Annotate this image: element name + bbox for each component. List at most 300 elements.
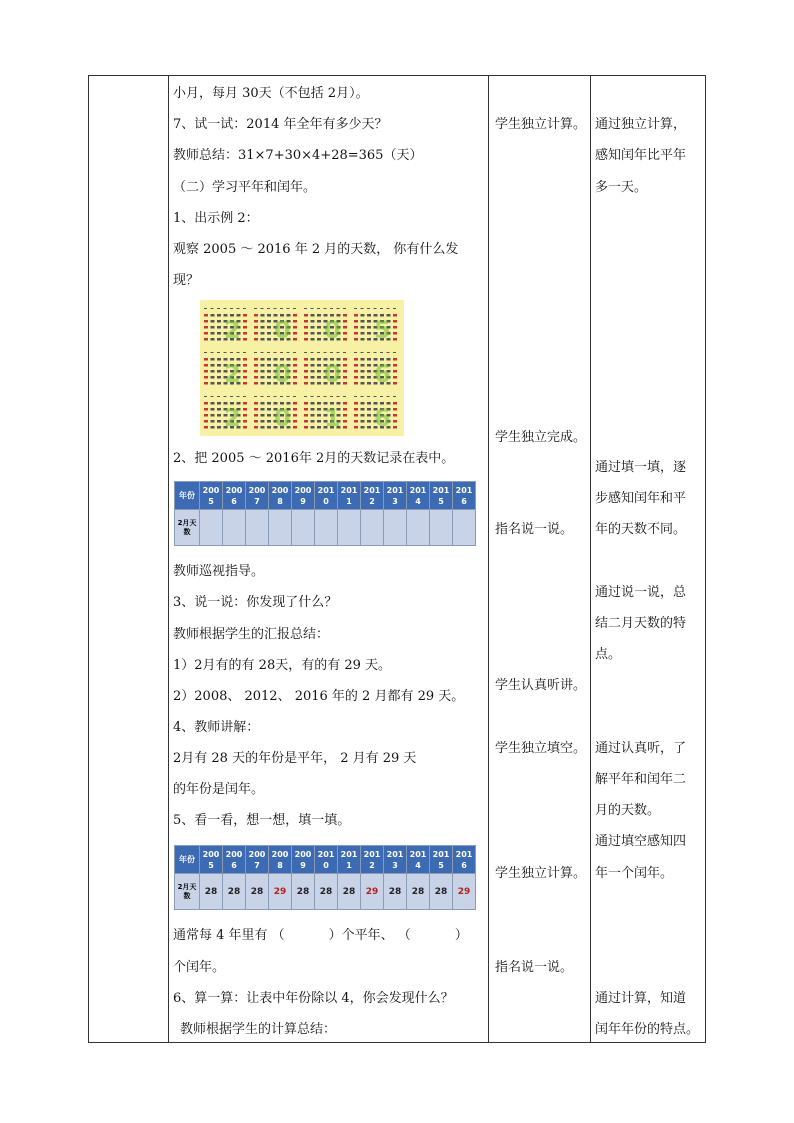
calendar-day-mark [361, 308, 364, 309]
year-part: 4 [415, 496, 421, 506]
calendar-day-mark [217, 426, 221, 429]
calendar-day-mark [217, 308, 220, 309]
calendar-day-mark [267, 326, 271, 329]
calendar-day-mark [267, 408, 271, 411]
calendar-day-mark [230, 308, 233, 309]
calendar-day-mark [361, 326, 365, 329]
text-line: （二）学习平年和闰年。 [173, 180, 317, 195]
calendar-day-mark [393, 326, 397, 329]
calendar-day-mark [317, 382, 321, 385]
calendar-watermark-digit: 6 [374, 404, 391, 432]
calendar-day-mark [243, 358, 247, 361]
intent-text: 月的天数。 [595, 803, 661, 818]
calendar-day-mark [343, 338, 347, 341]
year-header-cell [292, 846, 315, 874]
calendar-day-mark [304, 308, 307, 309]
calendar-day-mark [311, 308, 314, 309]
calendar-day-mark [243, 376, 247, 379]
calendar-day-mark [293, 414, 297, 417]
calendar-day-mark [354, 308, 357, 309]
calendar-day-mark [367, 382, 371, 385]
calendar-day-mark [261, 352, 264, 353]
calendar-day-mark [267, 376, 271, 379]
calendar-day-mark [261, 420, 265, 423]
text-fragment: ） [454, 928, 468, 943]
calendar-day-mark [311, 414, 315, 417]
year-part: 201 [455, 849, 473, 859]
calendar-day-mark [261, 326, 265, 329]
calendar-day-mark [337, 396, 340, 397]
calendar-day-mark [217, 382, 221, 385]
days-cell: 29 [453, 874, 476, 910]
calendar-day-mark [311, 370, 315, 373]
intent-text: 通过说一说，总 [595, 585, 687, 600]
text-line: 教师总结：31×7+30×4+28=365（天） [173, 148, 423, 163]
column-divider [590, 76, 591, 1042]
calendar-day-mark [311, 426, 315, 429]
year-part: 5 [208, 496, 214, 506]
calendar-day-mark [374, 308, 377, 309]
empty-days-cell [292, 510, 315, 546]
calendar-day-mark [393, 332, 397, 335]
calendar-day-mark [243, 320, 247, 323]
year-part: 8 [277, 860, 283, 870]
calendar-day-mark [204, 408, 208, 411]
calendar-day-mark [211, 426, 215, 429]
calendar-day-mark [211, 352, 214, 353]
activity-text: 学生独立完成。 [495, 430, 587, 445]
calendar-day-mark [204, 358, 208, 361]
calendar-day-mark [317, 402, 321, 405]
calendar-day-mark [230, 352, 233, 353]
calendar-day-mark [311, 364, 315, 367]
calendar-day-mark [267, 308, 270, 309]
year-header-cell [269, 846, 292, 874]
calendar-day-mark [304, 320, 308, 323]
calendar-day-mark [217, 408, 221, 411]
calendar-day-mark [311, 320, 315, 323]
calendar-day-mark [293, 364, 297, 367]
calendar-day-mark [217, 420, 221, 423]
calendar-day-mark [367, 408, 371, 411]
calendar-day-mark [243, 308, 246, 309]
calendar-day-mark [254, 338, 258, 341]
calendar-day-mark [317, 426, 321, 429]
calendar-day-mark [324, 352, 327, 353]
calendar-day-mark [361, 332, 365, 335]
calendar-day-mark [204, 402, 208, 405]
year-table-filled [174, 845, 476, 910]
text-line: 教师巡视指导。 [173, 564, 265, 579]
text-line: 5、看一看，想一想，填一填。 [173, 813, 351, 828]
calendar-day-mark [243, 364, 247, 367]
year-header-cell [338, 846, 361, 874]
calendar-day-mark [317, 338, 321, 341]
calendar-day-mark [254, 426, 258, 429]
calendar-day-mark [367, 308, 370, 309]
calendar-day-mark [317, 352, 320, 353]
calendar-day-mark [204, 396, 207, 397]
calendar-day-mark [293, 358, 297, 361]
calendar-day-mark [204, 382, 208, 385]
text-line: 1、出示例 2： [173, 211, 259, 226]
calendar-day-mark [343, 364, 347, 367]
calendar-day-mark [380, 396, 383, 397]
calendar-day-mark [343, 358, 347, 361]
calendar-day-mark [393, 314, 397, 317]
calendar-day-mark [311, 396, 314, 397]
intent-text: 闰年年份的特点。 [595, 1022, 700, 1037]
calendar-day-mark [343, 396, 346, 397]
year-part: 6 [461, 496, 467, 506]
year-part: 201 [409, 485, 427, 495]
empty-days-cell [223, 510, 246, 546]
calendar-day-mark [304, 326, 308, 329]
calendar-day-mark [343, 314, 347, 317]
empty-days-cell [269, 510, 292, 546]
calendar-day-mark [224, 396, 227, 397]
year-part: 6 [461, 860, 467, 870]
row-label: 2月天数 [175, 874, 200, 910]
calendar-day-mark [343, 308, 346, 309]
year-part: 200 [271, 849, 289, 859]
calendar-day-mark [361, 358, 365, 361]
year-header-cell [269, 482, 292, 510]
calendar-day-mark [280, 396, 283, 397]
calendar-day-mark [204, 376, 208, 379]
calendar-day-mark [354, 332, 358, 335]
calendar-day-mark [367, 370, 371, 373]
calendar-day-mark [274, 308, 277, 309]
calendar-day-mark [254, 408, 258, 411]
calendar-day-mark [261, 376, 265, 379]
text-line: 教师根据学生的计算总结： [180, 1022, 337, 1037]
year-part: 6 [231, 496, 237, 506]
calendar-day-mark [304, 314, 308, 317]
text-line: 6、算一算：让表中年份除以 4，你会发现什么？ [173, 991, 454, 1006]
calendar-day-mark [254, 308, 257, 309]
calendar-day-mark [211, 402, 215, 405]
calendar-day-mark [254, 414, 258, 417]
year-table-empty [174, 481, 476, 546]
calendar-day-mark [304, 364, 308, 367]
calendar-day-mark [354, 426, 358, 429]
year-part: 3 [392, 496, 398, 506]
calendar-day-mark [311, 382, 315, 385]
year-part: 4 [415, 860, 421, 870]
activity-text: 学生独立计算。 [495, 866, 587, 881]
intent-text: 解平年和闰年二 [595, 772, 687, 787]
text-line: 的年份是闰年。 [173, 782, 265, 797]
calendar-day-mark [261, 370, 265, 373]
calendar-day-mark [367, 338, 371, 341]
calendar-day-mark [354, 358, 358, 361]
calendar-day-mark [354, 352, 357, 353]
calendar-day-mark [304, 426, 308, 429]
calendar-day-mark [254, 396, 257, 397]
calendar-day-mark [243, 402, 247, 405]
year-header-cell [407, 482, 430, 510]
calendar-day-mark [361, 408, 365, 411]
year-part: 201 [317, 849, 335, 859]
calendar-day-mark [204, 338, 208, 341]
calendar-day-mark [237, 352, 240, 353]
year-header-cell [453, 482, 476, 510]
calendar-day-mark [261, 364, 265, 367]
calendar-day-mark [361, 420, 365, 423]
calendar-day-mark [204, 370, 208, 373]
calendar-day-mark [211, 338, 215, 341]
calendar-day-mark [393, 338, 397, 341]
intent-text: 结二月天数的特 [595, 616, 687, 631]
year-header-cell [315, 846, 338, 874]
intent-text: 多一天。 [595, 180, 648, 195]
calendar-day-mark [211, 382, 215, 385]
calendar-day-mark [317, 320, 321, 323]
calendar-day-mark [387, 352, 390, 353]
intent-text: 通过计算，知道 [595, 991, 687, 1006]
calendar-day-mark [393, 414, 397, 417]
calendar-day-mark [254, 370, 258, 373]
calendar-day-mark [343, 426, 347, 429]
calendar-day-mark [354, 408, 358, 411]
calendar-day-mark [317, 364, 321, 367]
calendar-day-mark [343, 320, 347, 323]
year-part: 201 [363, 849, 381, 859]
year-part: 2 [369, 496, 375, 506]
calendar-day-mark [254, 382, 258, 385]
year-header-cell [407, 846, 430, 874]
empty-days-cell [361, 510, 384, 546]
calendar-day-mark [317, 420, 321, 423]
calendar-day-mark [293, 396, 296, 397]
year-part: 7 [254, 496, 260, 506]
february-calendar-image [200, 300, 404, 436]
year-part: 200 [225, 485, 243, 495]
calendar-day-mark [343, 408, 347, 411]
calendar-day-mark [393, 408, 397, 411]
calendar-day-mark [287, 396, 290, 397]
column-divider [168, 76, 169, 1042]
calendar-day-mark [293, 420, 297, 423]
calendar-day-mark [361, 376, 365, 379]
calendar-watermark-digit: 0 [324, 360, 341, 388]
calendar-day-mark [293, 408, 297, 411]
year-header-cell [315, 482, 338, 510]
calendar-day-mark [367, 364, 371, 367]
calendar-day-mark [324, 396, 327, 397]
calendar-day-mark [317, 326, 321, 329]
intent-text: 点。 [595, 647, 622, 662]
days-cell: 28 [315, 874, 338, 910]
header-label: 年份 [175, 482, 200, 510]
calendar-day-mark [317, 414, 321, 417]
calendar-day-mark [311, 402, 315, 405]
calendar-day-mark [367, 332, 371, 335]
year-part: 201 [409, 849, 427, 859]
calendar-day-mark [367, 320, 371, 323]
calendar-day-mark [254, 364, 258, 367]
calendar-day-mark [274, 396, 277, 397]
calendar-day-mark [211, 376, 215, 379]
calendar-day-mark [361, 364, 365, 367]
calendar-day-mark [261, 414, 265, 417]
calendar-day-mark [293, 326, 297, 329]
calendar-day-mark [367, 402, 371, 405]
calendar-day-mark [393, 358, 397, 361]
calendar-day-mark [261, 402, 265, 405]
calendar-day-mark [217, 370, 221, 373]
text-line: 2、把 2005 ～ 2016年 2月的天数记录在表中。 [173, 451, 455, 466]
calendar-day-mark [267, 402, 271, 405]
year-part: 5 [438, 860, 444, 870]
calendar-day-mark [311, 358, 315, 361]
calendar-day-mark [380, 308, 383, 309]
activity-text: 学生独立计算。 [495, 117, 587, 132]
calendar-day-mark [361, 402, 365, 405]
calendar-day-mark [317, 396, 320, 397]
calendar-day-mark [354, 338, 358, 341]
calendar-day-mark [237, 308, 240, 309]
calendar-day-mark [367, 376, 371, 379]
calendar-day-mark [267, 370, 271, 373]
text-line: 7、试一试：2014 年全年有多少天？ [173, 117, 388, 132]
calendar-day-mark [393, 320, 397, 323]
calendar-day-mark [311, 376, 315, 379]
calendar-day-mark [267, 332, 271, 335]
year-part: 201 [432, 849, 450, 859]
calendar-day-mark [261, 314, 265, 317]
calendar-day-mark [354, 364, 358, 367]
year-header-cell [384, 482, 407, 510]
calendar-day-mark [204, 414, 208, 417]
calendar-day-mark [361, 352, 364, 353]
calendar-day-mark [261, 382, 265, 385]
year-header-cell [338, 482, 361, 510]
calendar-day-mark [343, 376, 347, 379]
calendar-day-mark [243, 396, 246, 397]
calendar-day-mark [330, 308, 333, 309]
calendar-day-mark [217, 376, 221, 379]
calendar-day-mark [293, 352, 296, 353]
text-line: 2）2008、 2012、 2016 年的 2 月都有 29 天。 [173, 689, 465, 704]
intent-text: 通过认真听，了 [595, 741, 687, 756]
calendar-day-mark [311, 420, 315, 423]
calendar-day-mark [267, 352, 270, 353]
calendar-day-mark [367, 358, 371, 361]
calendar-day-mark [211, 358, 215, 361]
days-cell: 28 [246, 874, 269, 910]
year-part: 200 [202, 485, 220, 495]
year-part: 0 [323, 860, 329, 870]
calendar-day-mark [343, 370, 347, 373]
calendar-day-mark [361, 396, 364, 397]
year-part: 2 [369, 860, 375, 870]
text-fragment: 通常每 4 年里有 （ [173, 928, 285, 943]
calendar-day-mark [304, 420, 308, 423]
calendar-day-mark [254, 420, 258, 423]
year-header-cell [384, 846, 407, 874]
calendar-day-mark [204, 426, 208, 429]
calendar-day-mark [380, 352, 383, 353]
calendar-day-mark [267, 338, 271, 341]
calendar-day-mark [361, 382, 365, 385]
intent-text: 年的天数不同。 [595, 522, 687, 537]
calendar-day-mark [317, 358, 321, 361]
empty-days-cell [246, 510, 269, 546]
calendar-day-mark [387, 396, 390, 397]
calendar-day-mark [354, 314, 358, 317]
calendar-day-mark [354, 382, 358, 385]
calendar-day-mark [261, 358, 265, 361]
column-divider [488, 76, 489, 1042]
intent-text: 感知闰年比平年 [595, 148, 687, 163]
calendar-watermark-digit: 6 [374, 360, 391, 388]
calendar-day-mark [354, 370, 358, 373]
calendar-day-mark [261, 332, 265, 335]
calendar-day-mark [287, 352, 290, 353]
year-part: 201 [455, 485, 473, 495]
calendar-watermark-digit: 0 [324, 316, 341, 344]
calendar-day-mark [304, 402, 308, 405]
row-label: 2月天数 [175, 510, 200, 546]
year-part: 201 [386, 849, 404, 859]
calendar-day-mark [293, 402, 297, 405]
year-header-cell [361, 846, 384, 874]
calendar-day-mark [311, 326, 315, 329]
empty-days-cell [453, 510, 476, 546]
calendar-watermark-digit: 2 [224, 404, 241, 432]
calendar-day-mark [304, 332, 308, 335]
calendar-day-mark [211, 308, 214, 309]
calendar-day-mark [354, 376, 358, 379]
calendar-day-mark [304, 370, 308, 373]
calendar-day-mark [393, 382, 397, 385]
year-header-cell [453, 846, 476, 874]
calendar-day-mark [311, 332, 315, 335]
calendar-day-mark [317, 332, 321, 335]
calendar-day-mark [330, 352, 333, 353]
calendar-day-mark [293, 382, 297, 385]
calendar-day-mark [354, 320, 358, 323]
calendar-day-mark [293, 376, 297, 379]
calendar-day-mark [261, 308, 264, 309]
calendar-day-mark [293, 426, 297, 429]
calendar-day-mark [393, 364, 397, 367]
calendar-day-mark [354, 402, 358, 405]
days-cell: 29 [269, 874, 292, 910]
calendar-day-mark [267, 426, 271, 429]
calendar-day-mark [211, 332, 215, 335]
text-line: 2月有 28 天的年份是平年， 2 月有 29 天 [173, 751, 417, 766]
calendar-day-mark [343, 402, 347, 405]
calendar-day-mark [317, 408, 321, 411]
calendar-day-mark [211, 320, 215, 323]
calendar-day-mark [211, 420, 215, 423]
activity-text: 学生独立填空。 [495, 741, 587, 756]
year-part: 200 [271, 485, 289, 495]
calendar-day-mark [254, 326, 258, 329]
calendar-day-mark [204, 320, 208, 323]
calendar-watermark-digit: 0 [274, 316, 291, 344]
calendar-day-mark [280, 308, 283, 309]
year-header-cell [292, 482, 315, 510]
activity-text: 指名说一说。 [495, 960, 574, 975]
calendar-day-mark [361, 338, 365, 341]
calendar-day-mark [254, 320, 258, 323]
year-part: 200 [294, 485, 312, 495]
calendar-day-mark [243, 408, 247, 411]
